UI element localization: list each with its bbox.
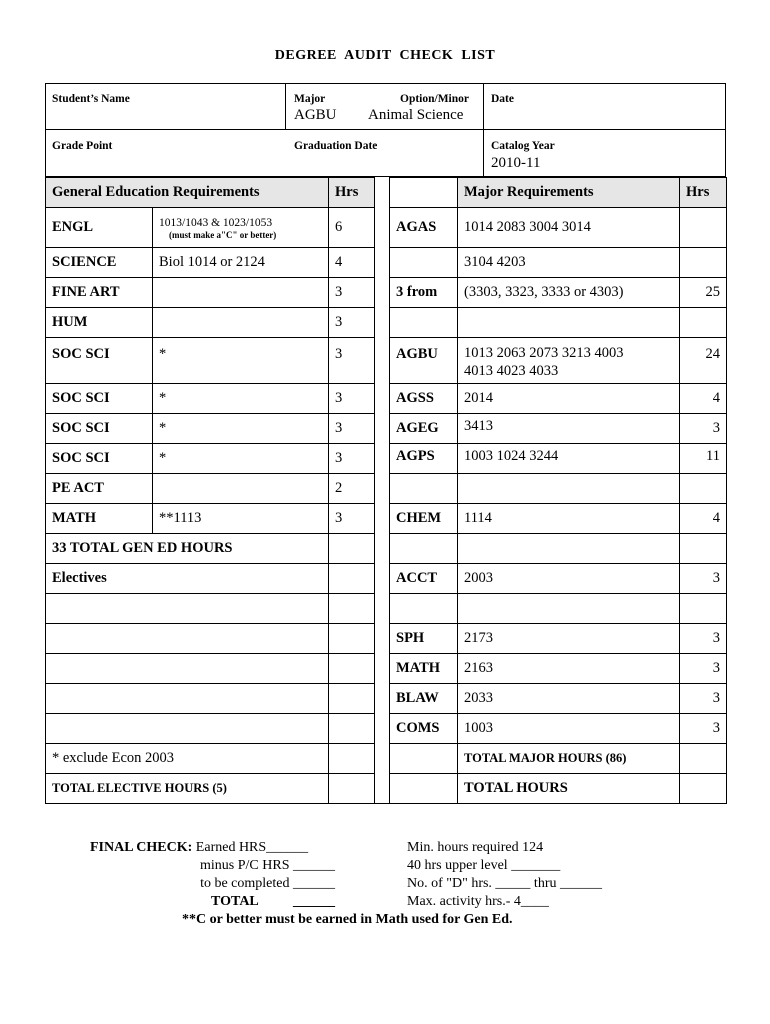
major-courses: 2163 [458, 654, 680, 684]
gen-ed-course: * [153, 444, 329, 474]
column-gap [375, 474, 390, 504]
column-gap [375, 564, 390, 594]
empty-cell [680, 774, 727, 804]
major-courses: 3104 4203 [458, 248, 680, 278]
table-row [46, 278, 727, 308]
gen-ed-course [153, 474, 329, 504]
page-title: DEGREE AUDIT CHECK LIST [274, 48, 496, 63]
major-subject: ACCT [390, 564, 458, 594]
gen-ed-subject: SOC SCI [46, 384, 153, 414]
catalog-year-label: Catalog Year [491, 140, 555, 152]
header-vline-2 [483, 83, 484, 177]
major-subject: COMS [390, 714, 458, 744]
major-subject: 3 from [390, 278, 458, 308]
major-hrs [680, 248, 727, 278]
major-subject: BLAW [390, 684, 458, 714]
elective-blank [46, 654, 329, 684]
table-row [46, 504, 727, 534]
major-hrs: 3 [680, 654, 727, 684]
table-row [46, 624, 727, 654]
option-label: Option/Minor [400, 93, 470, 105]
to-be-completed: to be completed ______ [200, 876, 335, 891]
max-activity: Max. activity hrs.- 4____ [407, 894, 549, 909]
major-courses: (3303, 3323, 3333 or 4303) [458, 278, 680, 308]
gen-ed-subject: PE ACT [46, 474, 153, 504]
table-row [46, 474, 727, 504]
empty-cell [680, 744, 727, 774]
final-check-label: FINAL CHECK: [90, 840, 193, 855]
column-gap [375, 774, 390, 804]
table-row [46, 384, 727, 414]
empty-cell [329, 534, 375, 564]
total-label: TOTAL ______ [211, 894, 335, 909]
gen-ed-hrs: 3 [329, 444, 375, 474]
gen-ed-hrs: 3 [329, 338, 375, 384]
column-gap [375, 414, 390, 444]
major-subject [390, 594, 458, 624]
major-hrs: 3 [680, 564, 727, 594]
column-gap [375, 384, 390, 414]
gen-ed-hrs: 3 [329, 414, 375, 444]
gen-ed-hrs-header: Hrs [329, 178, 375, 208]
column-gap [375, 504, 390, 534]
final-check-line [90, 839, 335, 857]
elective-blank [46, 624, 329, 654]
column-gap [375, 624, 390, 654]
column-gap [375, 714, 390, 744]
gen-ed-subject: FINE ART [46, 278, 153, 308]
major-subject [390, 474, 458, 504]
total-line [90, 893, 335, 911]
gen-ed-subject: SOC SCI [46, 444, 153, 474]
major-hrs [680, 594, 727, 624]
gen-ed-course [153, 208, 329, 248]
major-courses: 2033 [458, 684, 680, 714]
table-row [46, 774, 727, 804]
column-gap [375, 654, 390, 684]
gen-ed-hrs: 2 [329, 474, 375, 504]
empty-cell [329, 714, 375, 744]
gen-ed-course: * [153, 384, 329, 414]
empty-cell [329, 684, 375, 714]
table-row [46, 248, 727, 278]
empty-cell [329, 624, 375, 654]
major-courses: 2003 [458, 564, 680, 594]
major-hrs: 3 [680, 624, 727, 654]
gen-ed-subject: HUM [46, 308, 153, 338]
graduation-date-label: Graduation Date [294, 140, 378, 152]
table-row [46, 714, 727, 744]
empty-cell [329, 594, 375, 624]
major-hrs [680, 308, 727, 338]
empty-cell [390, 744, 458, 774]
major-subject [390, 308, 458, 338]
major-subject: AGSS [390, 384, 458, 414]
gen-ed-course-text: 1013/1043 & 1023/1053 [159, 217, 273, 229]
gen-ed-course [153, 308, 329, 338]
d-hours: No. of "D" hrs. _____ thru ______ [407, 876, 602, 891]
table-row [46, 744, 727, 774]
major-hrs: 11 [680, 444, 727, 474]
exclude-note: * exclude Econ 2003 [46, 744, 329, 774]
min-hours: Min. hours required 124 [407, 840, 544, 855]
gen-ed-subject: SCIENCE [46, 248, 153, 278]
major-hrs: 4 [680, 384, 727, 414]
major-courses: 1114 [458, 504, 680, 534]
major-hrs: 4 [680, 504, 727, 534]
major-courses [458, 594, 680, 624]
table-row [46, 684, 727, 714]
table-row [46, 444, 727, 474]
major-value: AGBU [294, 107, 337, 123]
column-gap [375, 594, 390, 624]
major-header: Major Requirements [458, 178, 680, 208]
electives-label: Electives [46, 564, 329, 594]
major-courses-line1: 1013 2063 2073 3213 4003 [464, 345, 624, 361]
final-check-left [90, 839, 335, 911]
column-gap [375, 178, 390, 208]
major-blank-header [390, 178, 458, 208]
empty-cell [329, 774, 375, 804]
table-row [46, 654, 727, 684]
empty-cell [390, 534, 458, 564]
empty-cell [680, 534, 727, 564]
major-hrs: 3 [680, 414, 727, 444]
major-courses: 2173 [458, 624, 680, 654]
header-hline [45, 129, 726, 130]
gen-ed-subject: SOC SCI [46, 338, 153, 384]
major-subject: CHEM [390, 504, 458, 534]
total-elective-hours: TOTAL ELECTIVE HOURS (5) [46, 774, 329, 804]
major-courses: 1003 1024 3244 [458, 444, 680, 474]
table-row [46, 414, 727, 444]
major-hrs: 25 [680, 278, 727, 308]
gen-ed-course [153, 278, 329, 308]
major-courses: 2014 [458, 384, 680, 414]
elective-blank [46, 594, 329, 624]
column-gap [375, 684, 390, 714]
table-row [46, 564, 727, 594]
total-gen-ed-hours: 33 TOTAL GEN ED HOURS [46, 534, 329, 564]
student-name-label: Student’s Name [52, 93, 130, 105]
major-hrs-header: Hrs [680, 178, 727, 208]
student-info-box [45, 83, 726, 177]
major-courses [458, 308, 680, 338]
column-gap [375, 444, 390, 474]
major-courses [458, 338, 680, 384]
table-row [46, 208, 727, 248]
gen-ed-hrs: 6 [329, 208, 375, 248]
gen-ed-course: * [153, 338, 329, 384]
column-gap [375, 248, 390, 278]
major-hrs: 3 [680, 684, 727, 714]
column-gap [375, 208, 390, 248]
elective-blank [46, 714, 329, 744]
major-subject: SPH [390, 624, 458, 654]
major-hrs [680, 208, 727, 248]
gen-ed-course-note: (must make a"C" or better) [169, 230, 277, 240]
gen-ed-course: Biol 1014 or 2124 [153, 248, 329, 278]
empty-cell [458, 534, 680, 564]
major-subject [390, 248, 458, 278]
gen-ed-header: General Education Requirements [46, 178, 329, 208]
gen-ed-course: **1113 [153, 504, 329, 534]
table-row [46, 338, 727, 384]
empty-cell [329, 654, 375, 684]
major-subject: AGAS [390, 208, 458, 248]
gen-ed-hrs: 3 [329, 504, 375, 534]
elective-blank [46, 684, 329, 714]
major-courses: 1014 2083 3004 3014 [458, 208, 680, 248]
requirements-table [45, 177, 727, 804]
grade-point-label: Grade Point [52, 140, 113, 152]
table-row [46, 534, 727, 564]
total-hours: TOTAL HOURS [458, 774, 680, 804]
major-subject: AGBU [390, 338, 458, 384]
major-hrs: 3 [680, 714, 727, 744]
earned-hrs: Earned HRS______ [195, 840, 309, 855]
math-note: **C or better must be earned in Math used for Gen Ed. [182, 912, 513, 927]
major-courses [458, 474, 680, 504]
table-row [46, 594, 727, 624]
gen-ed-course: * [153, 414, 329, 444]
major-subject: AGPS [390, 444, 458, 474]
minus-pc-hrs: minus P/C HRS ______ [200, 858, 335, 873]
column-gap [375, 278, 390, 308]
catalog-year-value: 2010-11 [491, 155, 541, 171]
table-header-row [46, 178, 727, 208]
gen-ed-subject: SOC SCI [46, 414, 153, 444]
gen-ed-hrs: 3 [329, 278, 375, 308]
final-check-right [407, 839, 707, 911]
major-subject: MATH [390, 654, 458, 684]
upper-level: 40 hrs upper level _______ [407, 858, 561, 873]
major-courses: 3413 [458, 414, 680, 444]
gen-ed-hrs: 3 [329, 308, 375, 338]
gen-ed-hrs: 3 [329, 384, 375, 414]
date-label: Date [491, 93, 514, 105]
major-courses: 1003 [458, 714, 680, 744]
column-gap [375, 534, 390, 564]
header-vline-1 [285, 83, 286, 130]
major-hrs: 24 [680, 338, 727, 384]
gen-ed-subject: MATH [46, 504, 153, 534]
major-hrs [680, 474, 727, 504]
gen-ed-hrs: 4 [329, 248, 375, 278]
empty-cell [390, 774, 458, 804]
total-major-hours: TOTAL MAJOR HOURS (86) [458, 744, 680, 774]
major-subject: AGEG [390, 414, 458, 444]
major-label: Major [294, 93, 326, 105]
column-gap [375, 744, 390, 774]
major-courses-line2: 4013 4023 4033 [464, 363, 559, 379]
option-value: Animal Science [368, 107, 464, 123]
empty-cell [329, 744, 375, 774]
column-gap [375, 338, 390, 384]
table-row [46, 308, 727, 338]
column-gap [375, 308, 390, 338]
gen-ed-subject: ENGL [46, 208, 153, 248]
empty-cell [329, 564, 375, 594]
